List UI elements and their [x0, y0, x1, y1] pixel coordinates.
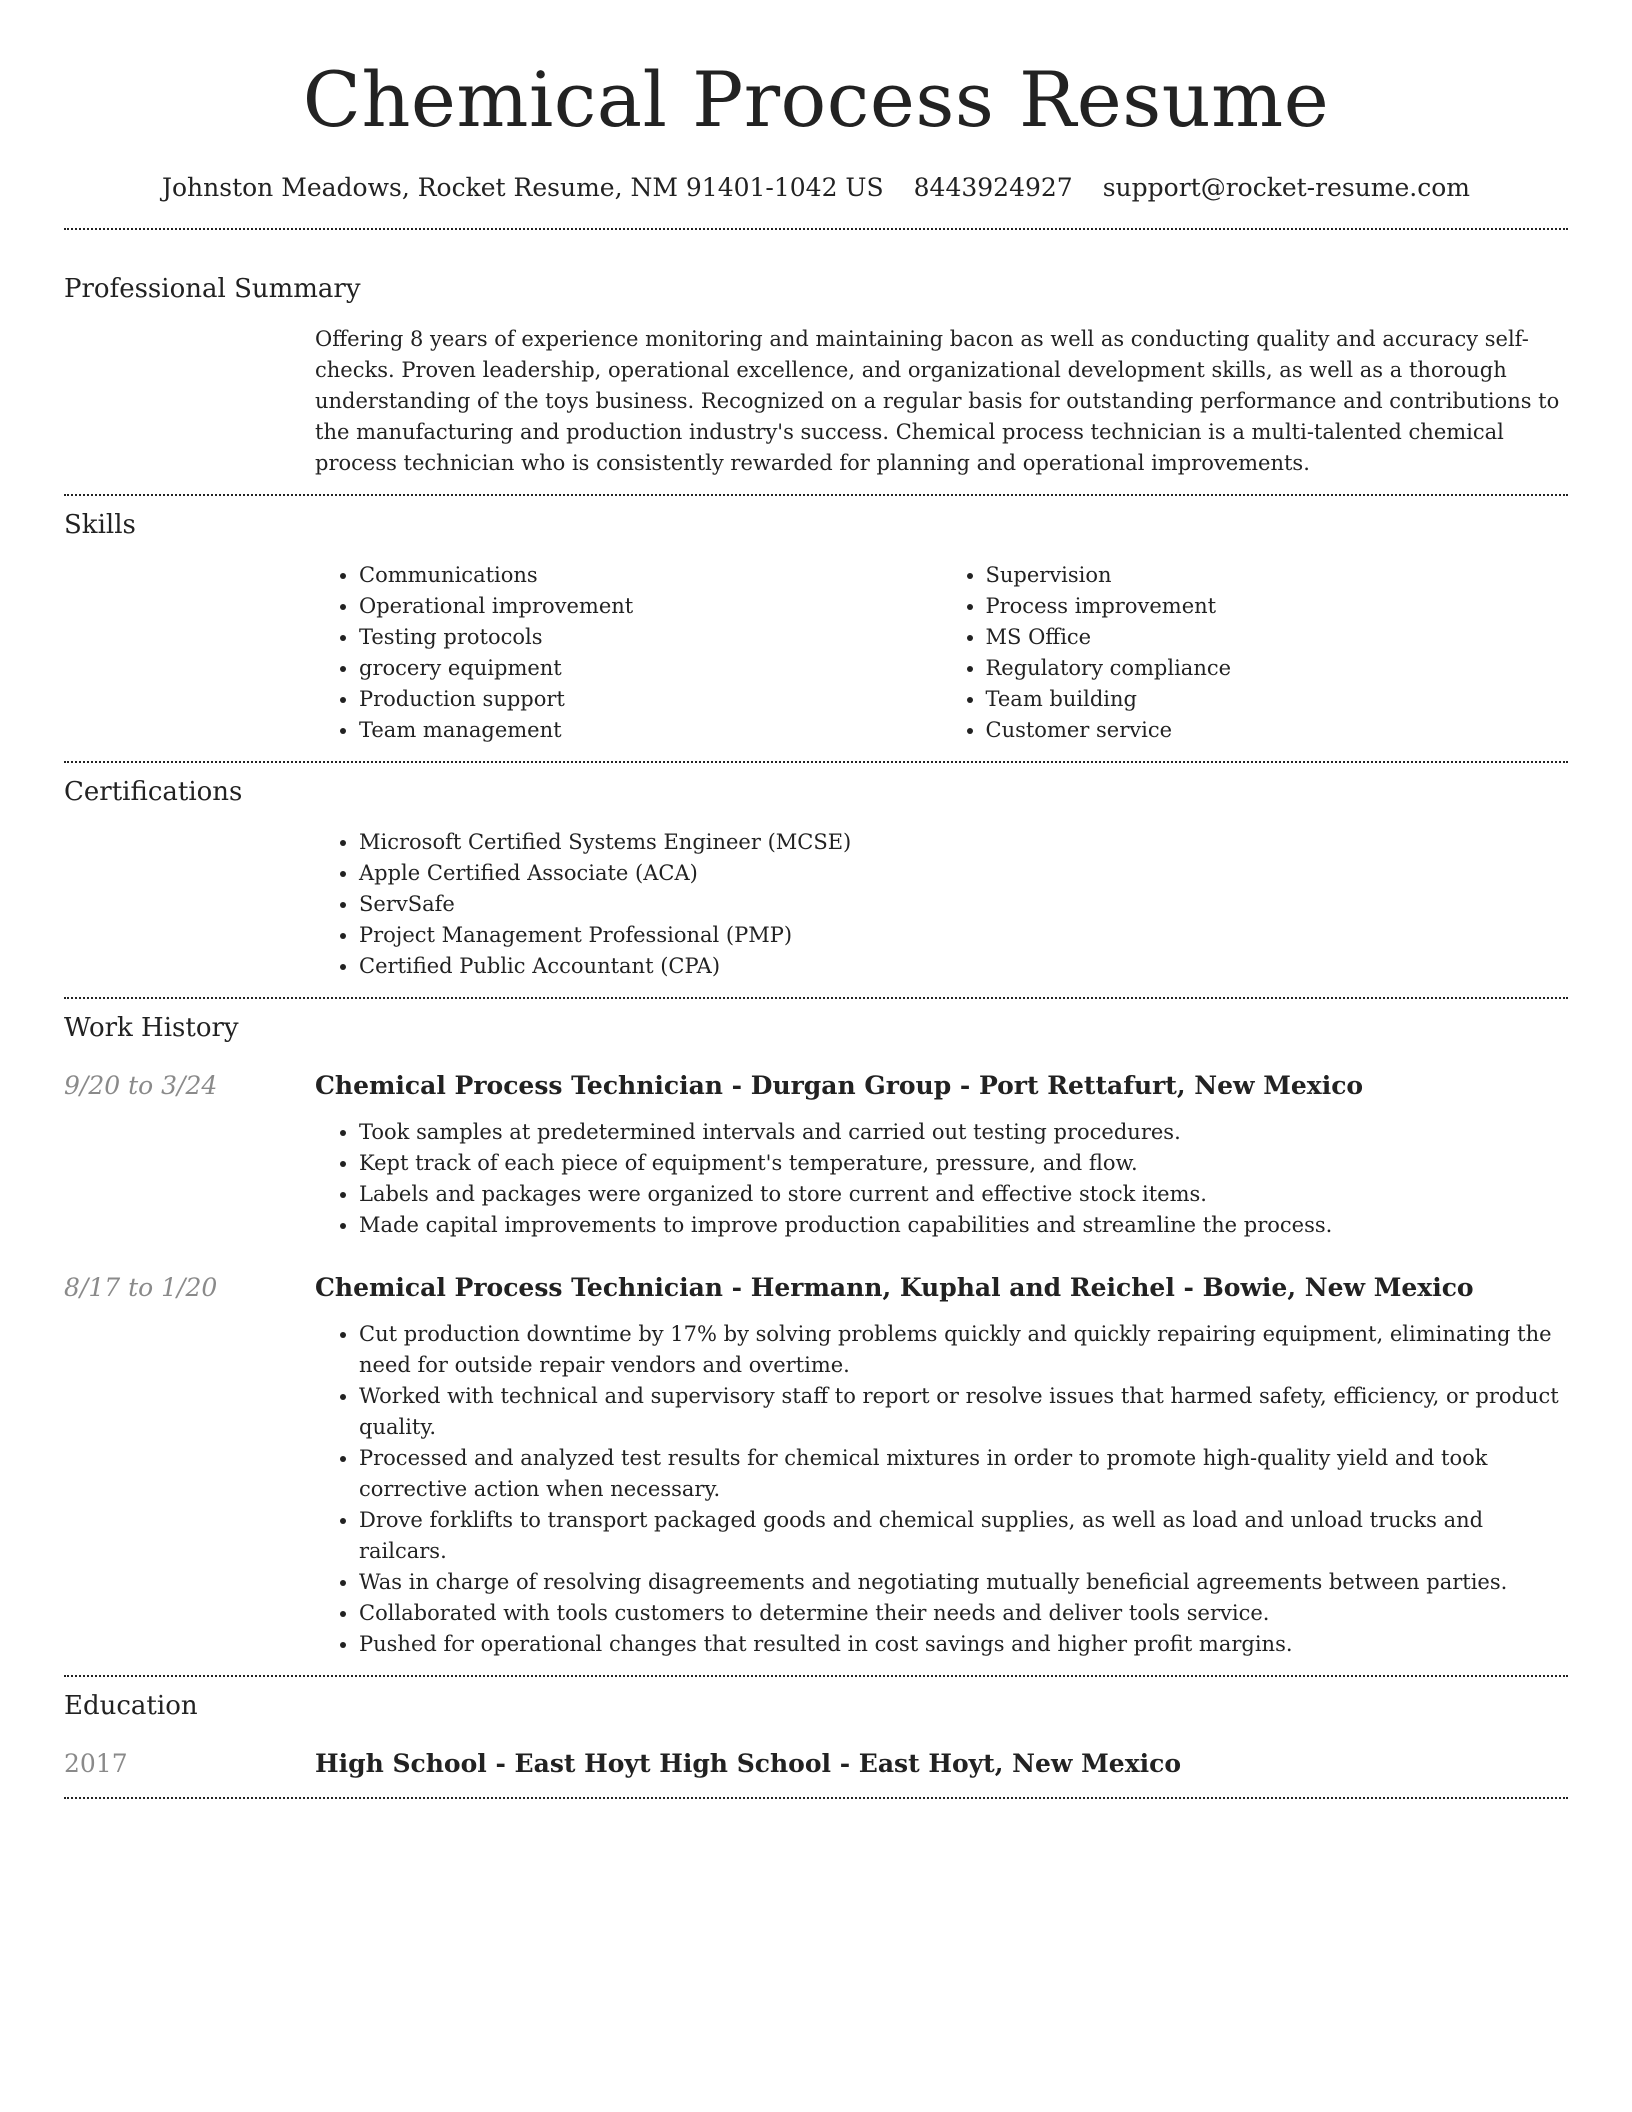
skill-item: • Team management	[359, 715, 942, 746]
job-dates: 9/20 to 3/24	[64, 1071, 218, 1100]
section-title-skills: Skills	[64, 510, 136, 540]
contact-phone: 8443924927	[913, 173, 1073, 202]
summary-text: Offering 8 years of experience monitoring and maintaining bacon as well as conducting quality and accuracy self-checks. Proven leadership, operational excellence, and organizational development skills, as well as a thorough understanding of the toys business. Recognized on a regular basis for outstanding performance and contributions to the manufacturing and production industry's success. Chemical process technician is a multi-talented chemical process technician who is consistently rewarded for planning and operational improvements.	[315, 327, 1560, 475]
skills-list-left	[315, 560, 942, 746]
skill-item: • Regulatory compliance	[986, 653, 1569, 684]
section-title-summary: Professional Summary	[64, 274, 361, 304]
job-bullet: • Kept track of each piece of equipment's temperature, pressure, and flow.	[359, 1148, 1568, 1179]
certifications-section	[64, 775, 1568, 982]
job-entry	[64, 1271, 1568, 1660]
job-entry	[64, 1069, 1568, 1241]
skill-item: • Communications	[359, 560, 942, 591]
certifications-list	[315, 827, 1568, 982]
skill-item: • Team building	[986, 684, 1569, 715]
skills-list-right	[942, 560, 1569, 746]
job-bullet: • Made capital improvements to improve production capabilities and streamline the process.	[359, 1210, 1568, 1241]
education-year: 2017	[64, 1749, 128, 1778]
divider	[64, 494, 1568, 496]
section-title-education: Education	[64, 1691, 198, 1721]
job-bullet: • Pushed for operational changes that resulted in cost savings and higher profit margins.	[359, 1629, 1568, 1660]
divider	[64, 1675, 1568, 1677]
skill-item: • Process improvement	[986, 591, 1569, 622]
skills-section	[64, 508, 1568, 746]
certification-item: • Apple Certified Associate (ACA)	[359, 858, 1568, 889]
certification-item: • Project Management Professional (PMP)	[359, 920, 1568, 951]
job-title: Chemical Process Technician - Hermann, Kuphal and Reichel - Bowie, New Mexico	[315, 1273, 1474, 1302]
job-bullets	[315, 1319, 1568, 1660]
certification-item: • Microsoft Certified Systems Engineer (MCSE)	[359, 827, 1568, 858]
job-bullet: • Took samples at predetermined intervals and carried out testing procedures.	[359, 1117, 1568, 1148]
divider	[64, 1797, 1568, 1799]
job-dates: 8/17 to 1/20	[64, 1273, 218, 1302]
skill-item: • Production support	[359, 684, 942, 715]
contact-email[interactable]: support@rocket-resume.com	[1102, 173, 1471, 202]
divider	[64, 761, 1568, 763]
certification-item: • ServSafe	[359, 889, 1568, 920]
job-bullet: • Labels and packages were organized to store current and effective stock items.	[359, 1179, 1568, 1210]
skill-item: • Customer service	[986, 715, 1569, 746]
job-bullet: • Processed and analyzed test results for chemical mixtures in order to promote high-quality yield and took corrective action when necessary.	[359, 1443, 1568, 1505]
job-bullet: • Worked with technical and supervisory staff to report or resolve issues that harmed safety, efficiency, or product quality.	[359, 1381, 1568, 1443]
skill-item: • grocery equipment	[359, 653, 942, 684]
skill-item: • Operational improvement	[359, 591, 942, 622]
divider	[64, 228, 1568, 230]
work-history-section	[64, 1011, 1568, 1660]
education-section	[64, 1689, 1568, 1781]
section-title-certifications: Certifications	[64, 777, 243, 807]
contact-line	[64, 170, 1568, 206]
section-title-work-history: Work History	[64, 1013, 239, 1043]
job-bullet: • Cut production downtime by 17% by solving problems quickly and quickly repairing equipment, eliminating the need for outside repair vendors and overtime.	[359, 1319, 1568, 1381]
divider	[64, 997, 1568, 999]
certification-item: • Certified Public Accountant (CPA)	[359, 951, 1568, 982]
job-bullets	[315, 1117, 1568, 1241]
job-title: Chemical Process Technician - Durgan Group - Port Rettafurt, New Mexico	[315, 1071, 1364, 1100]
resume-title: Chemical Process Resume	[302, 55, 1330, 144]
skill-item: • Testing protocols	[359, 622, 942, 653]
education-entry	[64, 1747, 1568, 1781]
job-bullet: • Was in charge of resolving disagreements and negotiating mutually beneficial agreements between parties.	[359, 1567, 1568, 1598]
skill-item: • MS Office	[986, 622, 1569, 653]
education-title: High School - East Hoyt High School - East Hoyt, New Mexico	[315, 1749, 1181, 1778]
contact-address: Johnston Meadows, Rocket Resume, NM 91401-1042 US	[161, 173, 884, 202]
professional-summary-section	[64, 272, 1568, 479]
job-bullet: • Collaborated with tools customers to determine their needs and deliver tools service.	[359, 1598, 1568, 1629]
skill-item: • Supervision	[986, 560, 1569, 591]
job-bullet: • Drove forklifts to transport packaged goods and chemical supplies, as well as load and unload trucks and railcars.	[359, 1505, 1568, 1567]
